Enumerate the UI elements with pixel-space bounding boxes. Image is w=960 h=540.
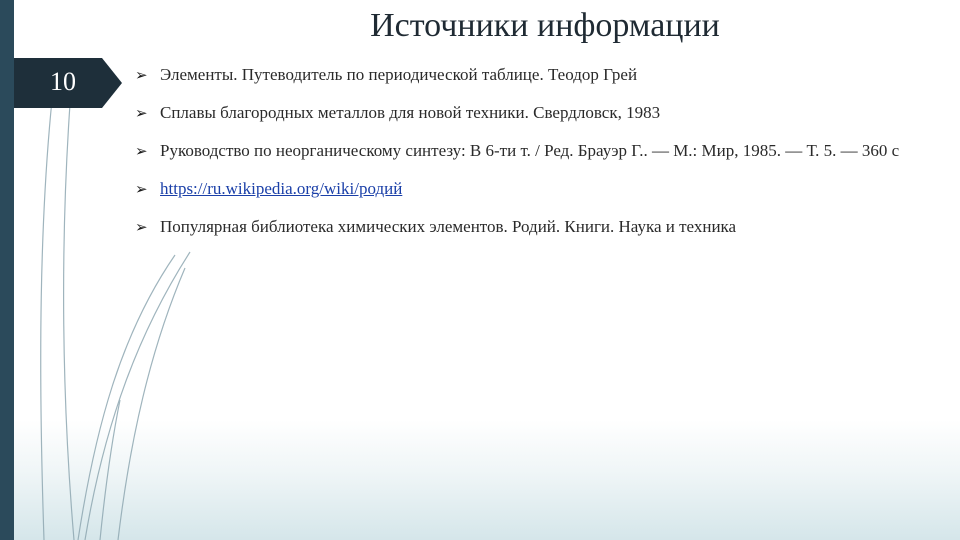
left-accent-bar: [0, 0, 14, 540]
source-item: [135, 64, 935, 86]
source-item: [135, 178, 935, 200]
source-item: [135, 140, 935, 162]
source-item: [135, 102, 935, 124]
arrow-bullet-icon: ➢: [135, 180, 148, 198]
arrow-bullet-icon: ➢: [135, 66, 148, 84]
arrow-bullet-icon: ➢: [135, 142, 148, 160]
sources-list: [135, 64, 935, 254]
arrow-bullet-icon: ➢: [135, 218, 148, 236]
arrow-bullet-icon: ➢: [135, 104, 148, 122]
wikipedia-link[interactable]: https://ru.wikipedia.org/wiki/родий: [160, 179, 403, 198]
source-text: Сплавы благородных металлов для новой техники. Свердловск, 1983: [160, 103, 661, 122]
source-text: Популярная библиотека химических элементов. Родий. Книги. Наука и техника: [160, 217, 737, 236]
source-text: Элементы. Путеводитель по периодической таблице. Теодор Грей: [160, 65, 638, 84]
source-item: [135, 216, 935, 238]
source-text: Руководство по неорганическому синтезу: В 6-ти т. / Ред. Брауэр Г.. — М.: Мир, 1985. — Т. 5. — 360 с: [160, 141, 900, 160]
slide-title: Источники информации: [370, 7, 720, 44]
slide-number: 10: [50, 67, 76, 96]
